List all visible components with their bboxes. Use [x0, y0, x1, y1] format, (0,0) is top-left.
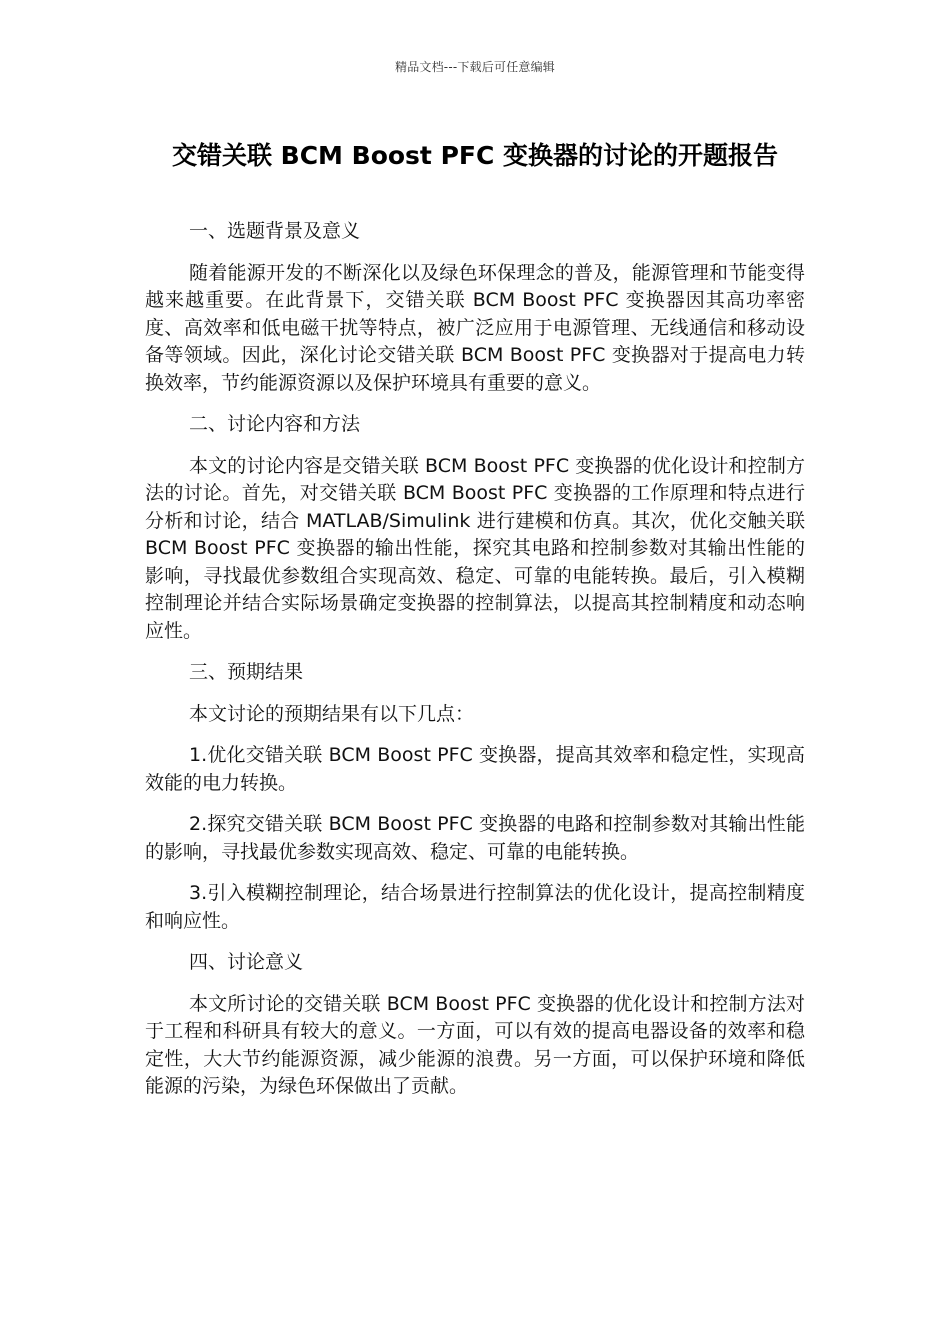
section-significance	[145, 949, 805, 1101]
section-content-method	[145, 411, 805, 645]
section-background	[145, 218, 805, 397]
section-heading: 四、讨论意义	[189, 951, 304, 973]
body-paragraph: 本文讨论的预期结果有以下几点：	[189, 702, 475, 725]
section-expected-results	[145, 659, 805, 935]
list-item: 1.优化交错关联 BCM Boost PFC 变换器，提高其效率和稳定性，实现高效能的电力转换。	[145, 744, 805, 794]
list-item: 3.引入模糊控制理论，结合场景进行控制算法的优化设计，提高控制精度和响应性。	[145, 882, 805, 932]
section-heading: 三、预期结果	[189, 661, 304, 683]
section-heading: 二、讨论内容和方法	[189, 413, 361, 435]
body-paragraph: 本文的讨论内容是交错关联 BCM Boost PFC 变换器的优化设计和控制方法的讨论。首先，对交错关联 BCM Boost PFC 变换器的工作原理和特点进行分析和讨论，结合 MATLAB/Simulink 进行建模和仿真。其次，优化交触关联 BCM Boost PFC 变换器的输出性能，探究其电路和控制参数对其输出性能的影响，寻找最优参数组合实现高效、稳定、可靠的电能转换。最后，引入模糊控制理论并结合实际场景确定变换器的控制算法，以提高其控制精度和动态响应性。	[145, 454, 805, 642]
section-heading: 一、选题背景及意义	[189, 220, 361, 242]
page-header: 精品文档---下载后可任意编辑	[395, 60, 555, 74]
list-item: 2.探究交错关联 BCM Boost PFC 变换器的电路和控制参数对其输出性能的影响，寻找最优参数实现高效、稳定、可靠的电能转换。	[145, 813, 805, 863]
body-paragraph: 本文所讨论的交错关联 BCM Boost PFC 变换器的优化设计和控制方法对于工程和科研具有较大的意义。一方面，可以有效的提高电器设备的效率和稳定性，大大节约能源资源，减少能源的浪费。另一方面，可以保护环境和降低能源的污染，为绿色环保做出了贡献。	[145, 992, 805, 1097]
document-body	[145, 218, 805, 1115]
body-paragraph: 随着能源开发的不断深化以及绿色环保理念的普及，能源管理和节能变得越来越重要。在此背景下，交错关联 BCM Boost PFC 变换器因其高功率密度、高效率和低电磁干扰等特点，被广泛应用于电源管理、无线通信和移动设备等领域。因此，深化讨论交错关联 BCM Boost PFC 变换器对于提高电力转换效率，节约能源资源以及保护环境具有重要的意义。	[145, 261, 805, 394]
document-title: 交错关联 BCM Boost PFC 变换器的讨论的开题报告	[171, 141, 779, 170]
